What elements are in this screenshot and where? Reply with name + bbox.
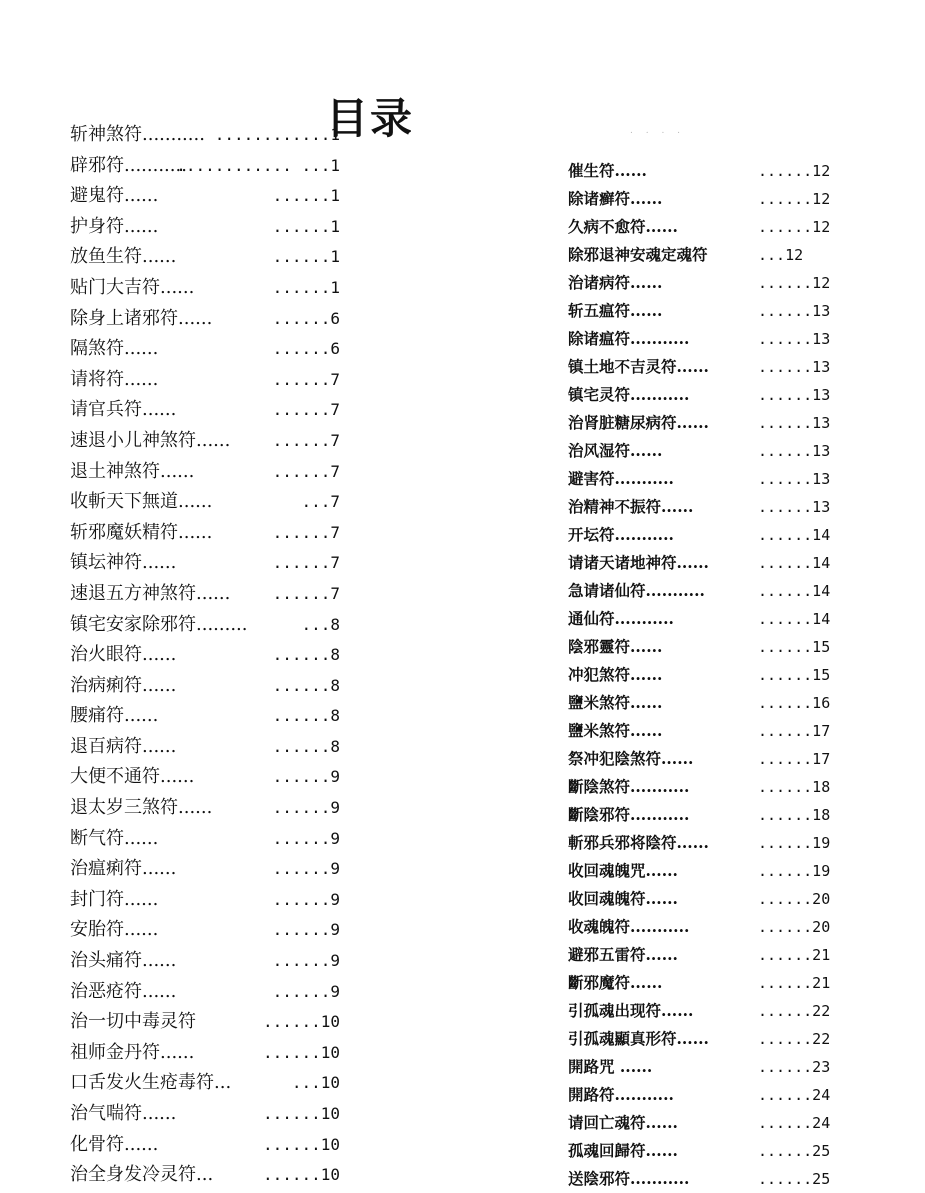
toc-entry (70, 242, 340, 273)
toc-entry (70, 120, 340, 151)
toc-entry (70, 946, 340, 977)
toc-entry-page: ......1 (272, 277, 340, 297)
toc-entry-page: ......23 (758, 1058, 831, 1076)
toc-entry-title: 治火眼符...... (70, 644, 177, 666)
toc-entry-title: 护身符...... (70, 215, 159, 237)
toc-entry-page: ......7 (272, 553, 340, 573)
toc-entry-page: ......14 (758, 526, 831, 544)
toc-entry-page: ......14 (758, 610, 831, 628)
toc-entry (70, 334, 340, 365)
toc-entry (70, 548, 340, 579)
toc-entry-title: 除身上诸邪符...... (70, 307, 213, 329)
toc-entry-title: 避害符........... (568, 469, 674, 488)
toc-entry-title: 开坛符........... (568, 525, 674, 544)
toc-entry-page: ......7 (272, 583, 340, 603)
toc-entry-page: ......18 (758, 778, 831, 796)
toc-entry (70, 732, 340, 763)
toc-entry (70, 885, 340, 916)
toc-entry-title: 化骨符...... (70, 1133, 159, 1155)
toc-entry-title: 斩五瘟符...... (568, 301, 663, 320)
toc-entry (70, 1068, 340, 1099)
toc-entry (70, 212, 340, 243)
toc-entry-title: 急请诸仙符........... (568, 581, 705, 600)
toc-entry-title: 辟邪符........... (70, 154, 187, 176)
toc-entry-page: ......19 (758, 862, 831, 880)
toc-entry-title: 鹽米煞符...... (568, 693, 663, 712)
toc-entry (70, 1130, 340, 1161)
toc-entry-title: 催生符...... (568, 161, 647, 180)
toc-entry-page: ......16 (758, 694, 831, 712)
toc-entry (568, 857, 831, 885)
toc-entry-page: ......9 (272, 920, 340, 940)
toc-entry-page: ......17 (758, 722, 831, 740)
toc-entry (70, 701, 340, 732)
toc-entry-title: 贴门大吉符...... (70, 276, 195, 298)
toc-entry-page: ......14 (758, 554, 831, 572)
toc-entry-page: ......22 (758, 1030, 831, 1048)
toc-entry-page: ......13 (758, 442, 831, 460)
toc-entry-title: 安胎符...... (70, 919, 159, 941)
toc-entry (568, 409, 831, 437)
toc-entry (568, 717, 831, 745)
toc-entry (568, 269, 831, 297)
toc-entry-title: 治精神不振符...... (568, 497, 694, 516)
toc-entry-page: ......6 (272, 339, 340, 359)
toc-entry-page: ......7 (272, 400, 340, 420)
toc-entry-title: 镇土地不吉灵符...... (568, 357, 709, 376)
toc-entry-title: 避邪五雷符...... (568, 945, 678, 964)
toc-entry-page: ......13 (758, 330, 831, 348)
toc-entry-page: ......10 (262, 1165, 340, 1185)
toc-entry-page: ......1 (272, 247, 340, 267)
toc-entry (568, 437, 831, 465)
toc-entry (70, 151, 340, 182)
toc-entry-title: 孤魂回歸符...... (568, 1141, 678, 1160)
toc-entry-title: 镇坛神符...... (70, 552, 177, 574)
toc-entry (568, 829, 831, 857)
toc-entry-page: ......9 (272, 828, 340, 848)
toc-entry-title: 斩邪魔妖精符...... (70, 521, 213, 543)
toc-entry-page: ......12 (758, 162, 831, 180)
toc-entry (70, 854, 340, 885)
toc-entry-page: ......21 (758, 974, 831, 992)
toc-entry (70, 1160, 340, 1191)
toc-entry (70, 395, 340, 426)
toc-entry-title: 開路符........... (568, 1085, 674, 1104)
toc-entry (568, 1053, 831, 1081)
toc-entry-title: 治恶疮符...... (70, 980, 177, 1002)
toc-entry (70, 426, 340, 457)
toc-entry (70, 610, 340, 641)
toc-entry (70, 793, 340, 824)
toc-entry (568, 997, 831, 1025)
toc-entry-title: 请诸天诸地神符...... (568, 553, 709, 572)
toc-entry-page: ......14 (758, 582, 831, 600)
toc-entry-page: ...12 (758, 246, 804, 264)
toc-entry (70, 304, 340, 335)
toc-entry-page: ...10 (291, 1073, 340, 1093)
toc-entry-title: 断气符...... (70, 827, 159, 849)
toc-entry-page: ......9 (272, 767, 340, 787)
toc-entry (70, 671, 340, 702)
toc-entry (568, 969, 831, 997)
toc-entry-page: ......21 (758, 946, 831, 964)
toc-entry (568, 465, 831, 493)
toc-entry (70, 977, 340, 1008)
toc-entry (70, 518, 340, 549)
toc-entry-title: 祖师金丹符...... (70, 1041, 195, 1063)
toc-entry-title: 除邪退神安魂定魂符 (568, 245, 708, 264)
toc-entry-page: ......10 (262, 1042, 340, 1062)
toc-entry-title: 避鬼符...... (70, 185, 159, 207)
toc-entry-page: ......24 (758, 1114, 831, 1132)
toc-entry-title: 退太岁三煞符...... (70, 797, 213, 819)
toc-entry (568, 241, 818, 269)
toc-entry-page: ......12 (758, 274, 831, 292)
toc-entry (568, 801, 831, 829)
toc-entry (568, 1081, 831, 1109)
toc-entry-page: ......12 (758, 218, 831, 236)
toc-entry (568, 745, 831, 773)
toc-entry-page: ......9 (272, 859, 340, 879)
toc-entry-title: 请将符...... (70, 368, 159, 390)
toc-entry-page: ......19 (758, 834, 831, 852)
toc-entry-page: ...7 (301, 492, 340, 512)
toc-entry-title: 请回亡魂符...... (568, 1113, 678, 1132)
toc-right-column (568, 157, 831, 1193)
toc-entry (70, 365, 340, 396)
toc-entry (568, 633, 831, 661)
toc-entry-page: ......15 (758, 666, 831, 684)
toc-entry-page: ......8 (272, 675, 340, 695)
toc-entry-title: 治瘟痢符...... (70, 858, 177, 880)
toc-entry-title: 收魂魄符........... (568, 917, 690, 936)
toc-entry-title: 放鱼生符...... (70, 246, 177, 268)
toc-entry-page: ......13 (758, 470, 831, 488)
toc-entry-title: 大便不通符...... (70, 766, 195, 788)
toc-entry-title: 腰痛符...... (70, 705, 159, 727)
toc-entry (568, 325, 831, 353)
toc-entry-title: 斷邪魔符...... (568, 973, 663, 992)
toc-entry-title: 陰邪靈符...... (568, 637, 663, 656)
toc-entry (568, 1137, 831, 1165)
toc-entry-page: ......20 (758, 890, 831, 908)
toc-entry (568, 1109, 831, 1137)
toc-entry-title: 除诸癣符...... (568, 189, 663, 208)
toc-entry-title: 久病不愈符...... (568, 217, 678, 236)
toc-entry-page: ......9 (272, 889, 340, 909)
toc-entry-page: ......12 (758, 190, 831, 208)
toc-entry-page: ......7 (272, 461, 340, 481)
scan-specks: . . . . (630, 126, 686, 136)
toc-entry (70, 1099, 340, 1130)
toc-entry (568, 605, 831, 633)
toc-entry-title: 治全身发冷灵符... (70, 1164, 214, 1186)
toc-entry (70, 762, 340, 793)
toc-entry-page: ......13 (758, 358, 831, 376)
toc-entry-title: 封门符...... (70, 888, 159, 910)
toc-entry-page: ......18 (758, 806, 831, 824)
toc-entry (568, 689, 831, 717)
toc-entry-page: ......10 (262, 1012, 340, 1032)
toc-entry-page: ......6 (272, 308, 340, 328)
toc-entry (568, 577, 831, 605)
toc-entry (568, 213, 831, 241)
toc-entry (568, 185, 831, 213)
toc-entry-title: 治风湿符...... (568, 441, 663, 460)
toc-entry (70, 1038, 340, 1069)
toc-entry-page: ......13 (758, 386, 831, 404)
toc-entry (568, 297, 831, 325)
toc-entry-page: ......8 (272, 736, 340, 756)
toc-entry-page: ......8 (272, 645, 340, 665)
toc-entry-page: ......7 (272, 522, 340, 542)
toc-entry-page: ......25 (758, 1170, 831, 1188)
toc-entry-title: 隔煞符...... (70, 338, 159, 360)
toc-entry-page: ............1 (214, 125, 340, 144)
page-title: 目录 (325, 94, 414, 144)
toc-entry-title: 引孤魂顯真形符...... (568, 1029, 709, 1048)
toc-entry-title: 斷陰煞符........... (568, 777, 690, 796)
toc-entry-page: ......1 (272, 186, 340, 206)
toc-entry-page: ......13 (758, 302, 831, 320)
toc-entry-page: ......10 (262, 1134, 340, 1154)
toc-entry-page: ......13 (758, 498, 831, 516)
toc-entry-title: 開路咒 ...... (568, 1057, 653, 1076)
toc-entry (568, 885, 831, 913)
toc-entry-page: ............ ...1 (176, 155, 340, 175)
toc-entry-page: ......9 (272, 798, 340, 818)
toc-entry (568, 493, 831, 521)
toc-entry (568, 661, 831, 689)
toc-entry (70, 273, 340, 304)
toc-entry (568, 1025, 831, 1053)
toc-entry-title: 治诸病符...... (568, 273, 663, 292)
toc-entry-page: ......9 (272, 951, 340, 971)
toc-entry-title: 镇宅灵符........... (568, 385, 690, 404)
toc-entry-title: 引孤魂出现符...... (568, 1001, 694, 1020)
toc-entry (70, 487, 340, 518)
toc-entry (70, 457, 340, 488)
toc-entry (70, 1007, 340, 1038)
toc-entry (70, 915, 340, 946)
toc-entry (70, 640, 340, 671)
toc-entry (70, 824, 340, 855)
toc-entry-title: 斬邪兵邪将陰符...... (568, 833, 709, 852)
toc-entry-page: ......7 (272, 369, 340, 389)
toc-entry (70, 579, 340, 610)
toc-entry-page: ......22 (758, 1002, 831, 1020)
toc-entry-page: ......13 (758, 414, 831, 432)
toc-entry-title: 治病痢符...... (70, 674, 177, 696)
toc-entry-page: ......25 (758, 1142, 831, 1160)
toc-entry-title: 收回魂魄符...... (568, 889, 678, 908)
toc-entry-title: 治头痛符...... (70, 950, 177, 972)
toc-entry-title: 鹽米煞符...... (568, 721, 663, 740)
toc-entry (568, 1165, 831, 1193)
toc-entry-page: ......20 (758, 918, 831, 936)
toc-entry-title: 祭冲犯陰煞符...... (568, 749, 694, 768)
toc-entry-title: 退土神煞符...... (70, 460, 195, 482)
toc-entry-page: ......24 (758, 1086, 831, 1104)
toc-entry-title: 斩神煞符........... (70, 124, 205, 145)
toc-entry-title: 治气喘符...... (70, 1103, 177, 1124)
toc-entry-title: 治肾脏糖尿病符...... (568, 413, 709, 432)
toc-entry-page: ......9 (272, 981, 340, 1001)
toc-entry-title: 通仙符........... (568, 609, 674, 628)
toc-entry (568, 157, 831, 185)
toc-entry (568, 773, 831, 801)
toc-entry (568, 549, 831, 577)
toc-entry-page: ......15 (758, 638, 831, 656)
toc-entry-title: 速退小儿神煞符...... (70, 429, 231, 451)
toc-entry (568, 941, 831, 969)
toc-entry (568, 381, 831, 409)
toc-entry-title: 退百病符...... (70, 735, 177, 757)
toc-entry (568, 353, 831, 381)
toc-entry-title: 收斬天下無道...... (70, 491, 213, 513)
toc-entry-page: ......17 (758, 750, 831, 768)
toc-entry-title: 镇宅安家除邪符......... (70, 613, 248, 635)
toc-entry-title: 冲犯煞符...... (568, 665, 663, 684)
toc-entry (568, 913, 831, 941)
toc-entry-page: ......10 (262, 1104, 340, 1123)
toc-entry-page: ...8 (301, 614, 340, 634)
toc-entry-title: 收回魂魄咒...... (568, 861, 678, 880)
toc-entry-title: 斷陰邪符........... (568, 805, 690, 824)
toc-entry (70, 181, 340, 212)
toc-entry-title: 送陰邪符........... (568, 1169, 690, 1188)
toc-entry-page: ......7 (272, 430, 340, 450)
toc-entry-page: ......1 (272, 216, 340, 236)
toc-entry-title: 请官兵符...... (70, 399, 177, 421)
toc-entry-page: ......8 (272, 706, 340, 726)
toc-entry-title: 口舌发火生疮毒符... (70, 1072, 232, 1094)
toc-entry-title: 除诸瘟符........... (568, 329, 690, 348)
toc-entry-title: 速退五方神煞符...... (70, 582, 231, 604)
toc-left-column (70, 120, 340, 1191)
toc-entry-title: 治一切中毒灵符 (70, 1011, 196, 1033)
toc-entry (568, 521, 831, 549)
